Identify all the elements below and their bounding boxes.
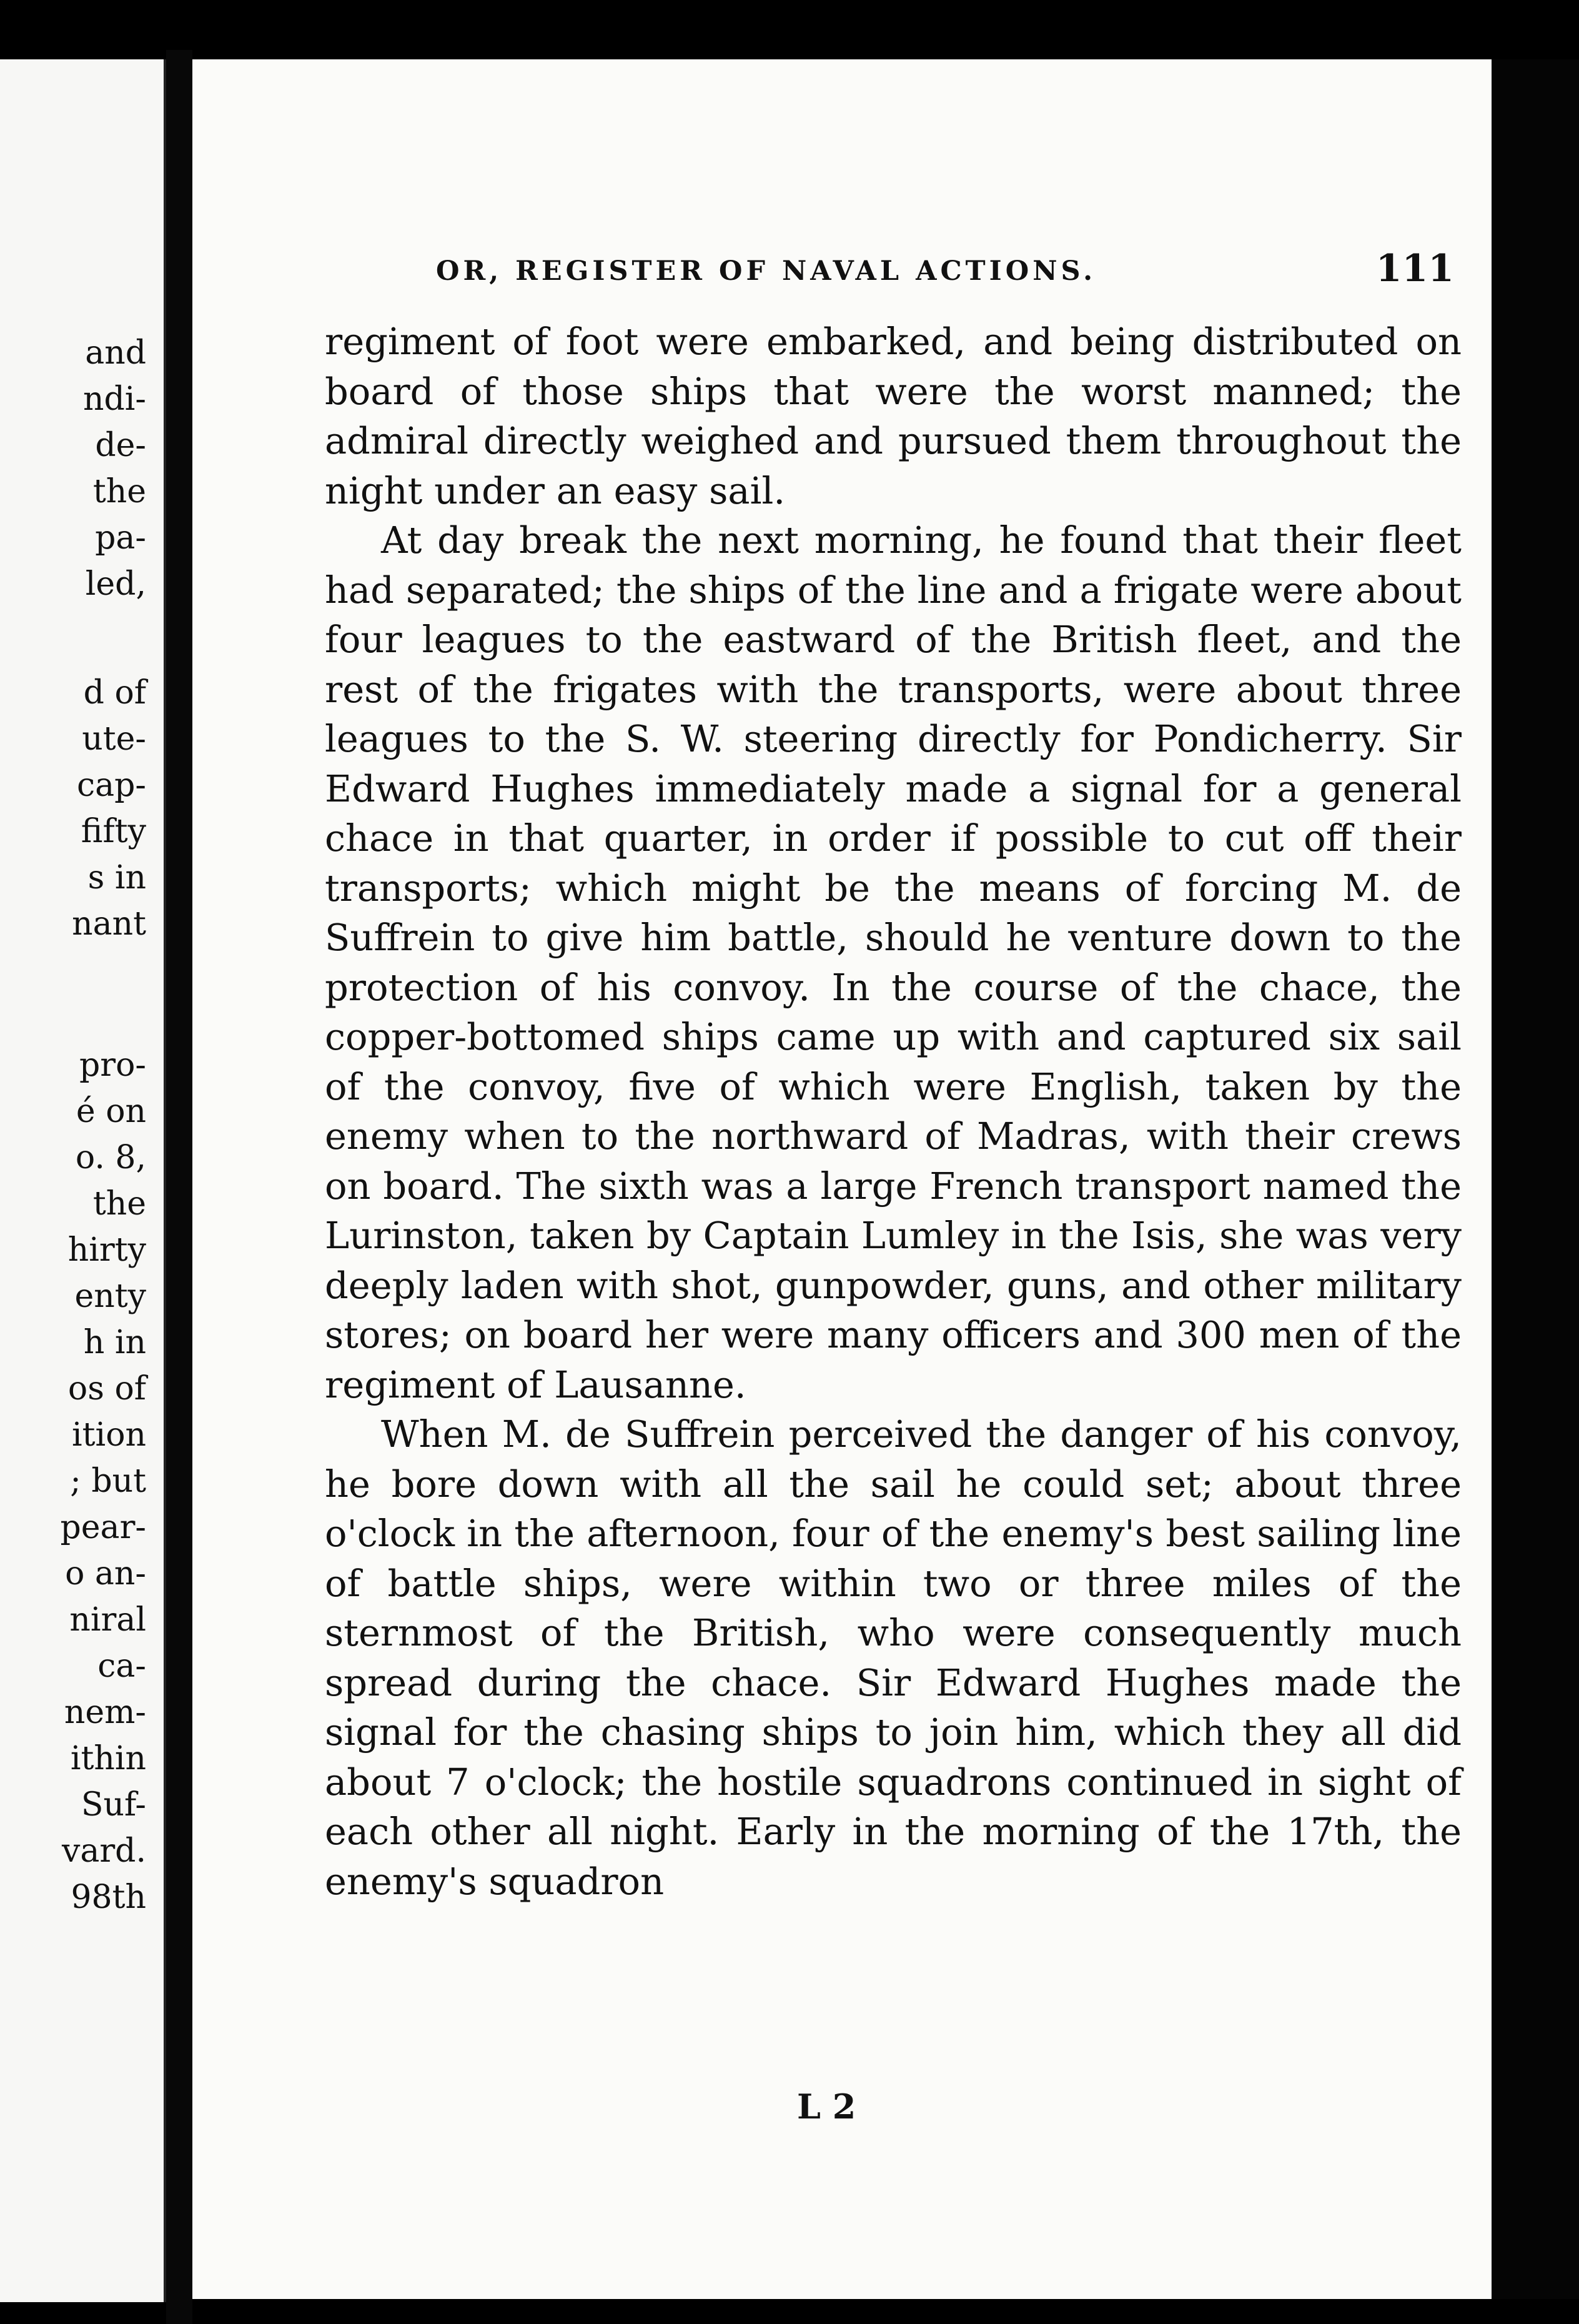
left-page-line: the (92, 473, 146, 510)
left-page-line: de- (95, 427, 146, 464)
left-page-line: 98th (71, 1879, 146, 1916)
page-body (325, 317, 1462, 1906)
left-page-line: é on (76, 1093, 146, 1130)
left-page-line: ithin (70, 1740, 146, 1777)
left-page-line: ca- (97, 1647, 146, 1685)
running-head: OR, REGISTER OF NAVAL ACTIONS. (436, 256, 1097, 287)
left-page-line: os of (67, 1370, 146, 1408)
page-number: 111 (1375, 247, 1454, 290)
left-page-line: pa- (95, 519, 146, 557)
paragraph: At day break the next morning, he found that their fleet had separated; the ships of the line and a frigate were about four leagues to the eastward of the British fleet, and the rest of the frigates with the transports, were about three leagues to the S. W. steering directly for Pondicherry. Sir Edward Hughes immediately made a signal for a general chace in that quarter, in order if possible to cut off their transports; which might be the means of forcing M. de Suffrein to give him battle, should he venture down to the protection of his convoy. In the course of the chace, the copper-bottomed ships came up with and captured six sail of the convoy, five of which were English, taken by the enemy when to the northward of Madras, with their crews on board. The sixth was a large French transport named the Lurinston, taken by Captain Lumley in the Isis, she was very deeply laden with shot, gunpowder, guns, and other military stores; on board her were many officers and 300 men of the regiment of Lausanne. (325, 519, 1462, 1406)
left-page-line: hirty (67, 1231, 146, 1269)
left-page-line: o. 8, (75, 1139, 146, 1176)
left-page-line: the (92, 1185, 146, 1223)
left-page-line: o an- (65, 1555, 146, 1592)
paragraph: regiment of foot were embarked, and being distributed on board of those ships that were the worst manned; the admiral directly weighed and pursued them throughout the night under an easy sail. (325, 320, 1462, 512)
left-page-line: niral (69, 1601, 146, 1639)
book-page (192, 59, 1492, 2299)
left-page-line: Suf- (81, 1786, 146, 1824)
book-edge (1492, 59, 1579, 2299)
paragraph: When M. de Suffrein perceived the danger of his convoy, he bore down with all the sail he could set; about three o'clock in the afternoon, four of the enemy's best sailing line of battle ships, were within two or three miles of the sternmost of the British, who were consequently much spread during the chace. Sir Edward Hughes made the signal for the chasing ships to join him, which they all did about 7 o'clock; the hostile squadrons continued in sight of each other all night. Early in the morning of the 17th, the enemy's squadron (325, 1413, 1462, 1903)
left-page-line: nant (72, 905, 146, 943)
left-page-line: fifty (81, 813, 146, 850)
left-page-line: d of (83, 674, 146, 712)
signature-mark: L 2 (797, 2087, 856, 2127)
left-page-line: nem- (64, 1694, 146, 1731)
left-page-line: enty (74, 1278, 146, 1315)
left-page-line: pro- (79, 1046, 146, 1084)
left-page-line: pear- (60, 1509, 146, 1546)
left-page-line: ; but (70, 1462, 146, 1500)
left-page-line: h in (83, 1324, 146, 1361)
left-page-line: cap- (77, 767, 146, 804)
left-page-line: led, (85, 565, 146, 603)
page-header (436, 247, 1460, 297)
left-page-line: ndi- (83, 380, 146, 418)
left-page-line: s in (87, 859, 146, 896)
left-page-line: vard. (61, 1832, 146, 1870)
book-gutter (166, 50, 192, 2324)
previous-page-fragment (0, 59, 166, 2302)
left-page-line: ute- (82, 720, 146, 758)
left-page-line: and (85, 334, 146, 372)
left-page-line: ition (72, 1416, 146, 1454)
